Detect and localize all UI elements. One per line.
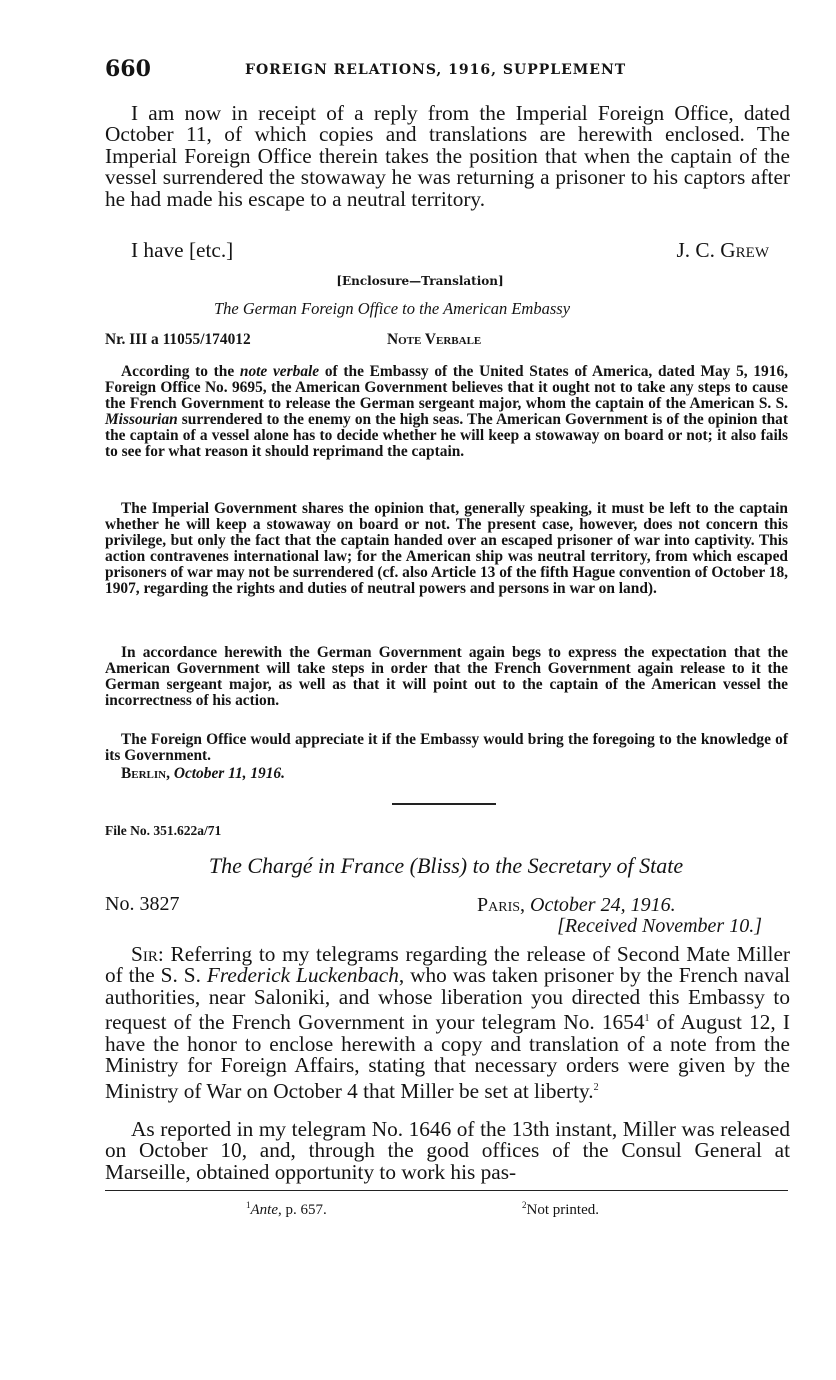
bliss-place: Paris, bbox=[477, 894, 526, 916]
section-divider bbox=[392, 803, 496, 805]
enclosure-label: [Enclosure—Translation] bbox=[336, 274, 504, 288]
reference-number: Nr. III a 11055/174012 bbox=[105, 331, 251, 348]
dateline-date: October 11, 1916. bbox=[173, 765, 285, 782]
file-number: File No. 351.622a/71 bbox=[105, 823, 222, 838]
footnote-1-mark: 1 bbox=[246, 1200, 251, 1210]
p1-part-a: Referring to my telegrams regarding the release of Second Mate Miller of the S. S. bbox=[105, 942, 791, 988]
letter-number-dateline bbox=[105, 893, 790, 939]
footnote-2 bbox=[522, 1200, 599, 1219]
p1-part-c: of August 12, I have the honor to enclose herewith a copy and translation of a note from the Ministry for Foreign Affairs, stating that necessary orders were given by the Ministry of War on October 4 that Miller be set at liberty. bbox=[105, 1010, 790, 1103]
footnote-2-text: Not printed. bbox=[526, 1202, 599, 1218]
received-date: [Received November 10.] bbox=[557, 915, 762, 937]
signature: J. C. Grew bbox=[676, 238, 769, 262]
letter-closing-line bbox=[105, 238, 769, 262]
enclosure-paragraph-3: In accordance herewith the German Government again begs to express the expectation that the American Government will take steps in order that the French Government again release to it the German sergeant major, as well as that it will point out to the captain of the American vessel the incorrectness of his action. bbox=[105, 644, 788, 709]
p1-term: note verbale bbox=[239, 363, 320, 380]
footnote-1-text: Ante bbox=[250, 1202, 278, 1218]
footnote-ref-1: 1 bbox=[644, 1013, 650, 1025]
p1-end: surrendered to the enemy on the high seas. The American Government is of the opinion that the captain of a vessel alone has to decide whether he will keep a stowaway on board or not; it also fails to see for what reason it should reprimand the captain. bbox=[105, 410, 788, 460]
salutation: Sir: bbox=[131, 942, 164, 966]
enclosure-paragraph-2: The Imperial Government shares the opinion that, generally speaking, it must be left to the captain whether he will keep a stowaway on board or not. The present case, however, does not concern this privilege, but only the fact that the captain handed over an escaped prisoner of war into captivity. This action contravenes international law; for the American ship was neutral territory, from which escaped prisoners of war may not be surrendered (cf. also Article 13 of the fifth Hague convention of October 18, 1907, regarding the rights and duties of neutral powers and persons in war on land). bbox=[105, 500, 788, 597]
bliss-letter-heading: The Chargé in France (Bliss) to the Secretary of State bbox=[208, 853, 684, 878]
bliss-paragraph-1 bbox=[105, 944, 790, 1102]
footnote-1-rest: , p. 657. bbox=[278, 1202, 327, 1218]
p1-lead: According to the bbox=[121, 363, 235, 380]
p1-part-b: , who was taken prisoner by the French naval authorities, near Saloniki, and whose liberation you directed this Embassy to request of the French Government in your telegram No. 1654 bbox=[105, 963, 790, 1035]
enclosure-dateline bbox=[121, 765, 285, 783]
p1-ship: Missourian bbox=[105, 410, 178, 428]
page-number: 660 bbox=[105, 56, 151, 82]
bliss-paragraph-2: As reported in my telegram No. 1646 of the 13th instant, Miller was released on October 10, and, through the good offices of the Consul General at Marseille, obtained opportunity to work his pas- bbox=[105, 1117, 790, 1184]
footnote-ref-2: 2 bbox=[593, 1081, 599, 1093]
footnote-1 bbox=[246, 1200, 327, 1219]
enclosure-paragraph-1 bbox=[105, 364, 788, 459]
dateline-place: Berlin, bbox=[121, 765, 170, 782]
ship-name: Frederick Luckenbach bbox=[206, 963, 399, 988]
bliss-dateline bbox=[477, 894, 676, 917]
grew-letter-paragraph: I am now in receipt of a reply from the Imperial Foreign Office, dated October 11, of which copies and translations are herewith enclosed. The Imperial Foreign Office therein takes the position that when the captain of the vessel surrendered the stowaway he was returning a prisoner to his captors after he had made his escape to a neutral territory. bbox=[105, 101, 790, 211]
footnote-rule bbox=[105, 1190, 788, 1191]
page-header bbox=[105, 56, 790, 86]
letter-closing: I have [etc.] bbox=[131, 238, 234, 262]
enclosure-heading: The German Foreign Office to the American Embassy bbox=[213, 299, 571, 318]
bliss-date: October 24, 1916. bbox=[530, 894, 676, 916]
note-reference-line bbox=[105, 331, 790, 351]
enclosure-paragraph-4: The Foreign Office would appreciate it if the Embassy would bring the foregoing to the knowledge of its Government. bbox=[105, 731, 788, 764]
note-type: Note Verbale bbox=[387, 331, 482, 348]
document-number: No. 3827 bbox=[105, 893, 180, 915]
p1-mid: of the Embassy of the United States of America, dated May 5, 1916, Foreign Office No. 9695, the American Government believes that it ought not to take any steps to cause the French Government to release the German sergeant major, whom the captain of the American S. S. bbox=[105, 363, 788, 412]
footnote-2-mark: 2 bbox=[522, 1200, 527, 1210]
running-title: FOREIGN RELATIONS, 1916, SUPPLEMENT bbox=[245, 62, 627, 78]
